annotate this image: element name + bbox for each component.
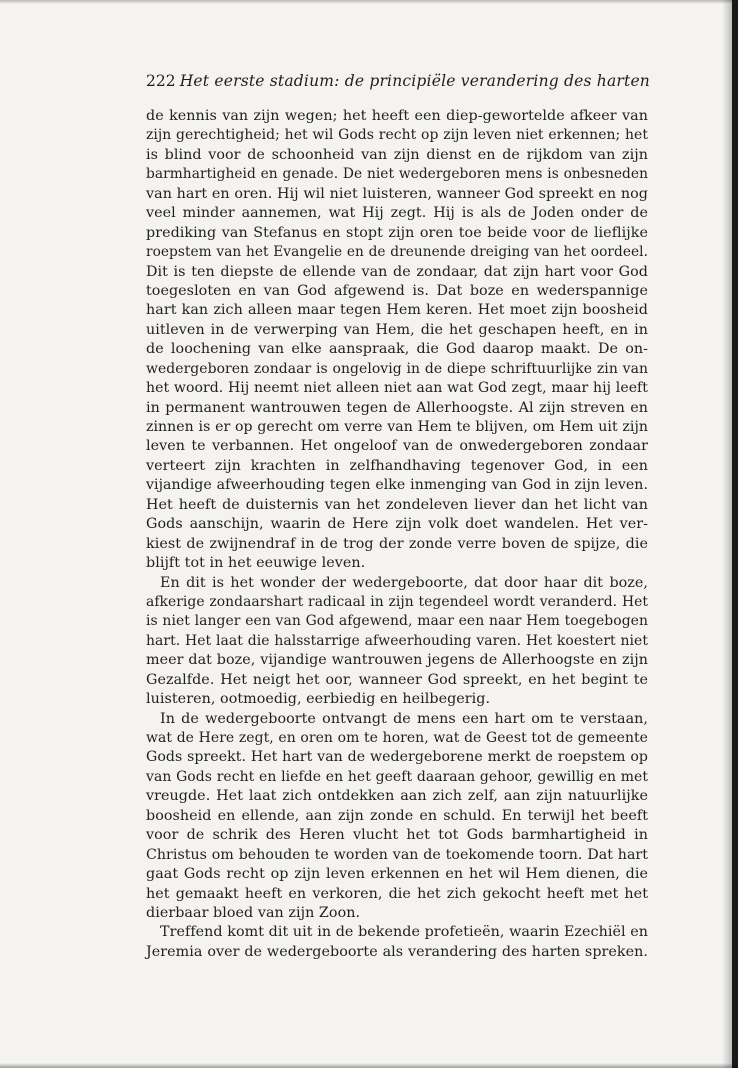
text-line: van Gods recht en liefde en het geeft daaraan gehoor, gewillig en met	[146, 768, 648, 785]
text-line: zinnen is er op gerecht om verre van Hem te blijven, om Hem uit zijn	[146, 419, 648, 435]
text-line: afkerige zondaarshart radicaal in zijn tegendeel wordt veranderd. Het	[146, 593, 648, 610]
text-line: toegesloten en van God afgewend is. Dat boze en wederspannige	[146, 282, 648, 299]
paragraph-end-line: blijft tot in het eeuwige leven.	[146, 555, 366, 572]
paragraph-start-line: In de wedergeboorte ontvangt de mens een hart om te verstaan,	[160, 710, 648, 727]
text-line: roepstem van het Evangelie en de dreunende dreiging van het oordeel.	[146, 244, 648, 261]
text-line: kiest de zwijnendraf in de trog der zonde verre boven de spijze, die	[146, 535, 648, 552]
text-line: prediking van Stefanus en stopt zijn oren toe beide voor de lieflijke	[146, 224, 648, 241]
text-line: Gods aanschijn, waarin de Here zijn volk doet wandelen. Het ver-	[146, 516, 648, 533]
text-line: vijandige afweerhouding tegen elke inmenging van God in zijn leven.	[146, 477, 648, 494]
text-line: uitleven in de verwerping van Hem, die het geschapen heeft, en in	[146, 321, 648, 338]
page-header	[146, 72, 650, 96]
text-line: de kennis van zijn wegen; het heeft een diep-gewortelde afkeer van	[146, 108, 648, 124]
text-line: wat de Here zegt, en oren om te horen, wat de Geest tot de gemeente	[146, 730, 648, 746]
text-line: hart. Het laat die halsstarrige afweerhouding varen. Het koestert niet	[146, 632, 648, 649]
text-line: hart kan zich alleen maar tegen Hem keren. Het moet zijn boosheid	[146, 302, 648, 319]
text-line: barmhartigheid en genade. De niet wedergeboren mens is onbesneden	[146, 166, 648, 183]
text-line: boosheid en ellende, aan zijn zonde en schuld. En terwijl het beeft	[146, 807, 648, 824]
text-line: is blind voor de schoonheid van zijn dienst en de rijkdom van zijn	[146, 146, 648, 163]
binding-edge	[732, 0, 738, 1068]
running-title: Het eerste stadium: de principiële verandering des harten	[179, 72, 650, 90]
paragraph-end-line: luisteren, ootmoedig, eerbiedig en heilbegerig.	[146, 691, 491, 708]
text-line: gaat Gods recht op zijn leven erkennen en het wil Hem dienen, die	[146, 866, 648, 883]
text-line: leven te verbannen. Het ongeloof van de onwedergeboren zondaar	[146, 438, 648, 455]
paragraph-start-line: En dit is het wonder der wedergeboorte, dat door haar dit boze,	[160, 574, 648, 591]
text-line: in permanent wantrouwen tegen de Allerhoogste. Al zijn streven en	[146, 399, 648, 416]
text-line: voor de schrik des Heren vlucht het tot Gods barmhartigheid in	[146, 827, 648, 844]
text-line: vreugde. Het laat zich ontdekken aan zich zelf, aan zijn natuurlijke	[146, 788, 648, 805]
binding-shadow	[722, 0, 732, 1068]
text-line: Jeremia over de wedergeboorte als verandering des harten spreken.	[146, 943, 648, 960]
text-line: zijn gerechtigheid; het wil Gods recht op zijn leven niet erkennen; het	[146, 127, 648, 144]
text-line: Christus om behouden te worden van de toekomende toorn. Dat hart	[146, 846, 648, 863]
text-line: van hart en oren. Hij wil niet luisteren, wanneer God spreekt en nog	[146, 185, 648, 202]
text-line: de loochening van elke aanspraak, die God daarop maakt. De on-	[146, 341, 648, 358]
text-line: veel minder aannemen, wat Hij zegt. Hij is als de Joden onder de	[146, 205, 648, 222]
text-line: het woord. Hij neemt niet alleen niet aan wat God zegt, maar hij leeft	[146, 380, 648, 397]
body-text	[146, 107, 648, 962]
paragraph-end-line: dierbaar bloed van zijn Zoon.	[146, 904, 361, 921]
page-bottom-shadow	[0, 1063, 738, 1068]
text-line: is niet langer een van God afgewend, maar een naar Hem toegebogen	[146, 613, 648, 630]
text-line: verteert zijn krachten in zelfhandhaving tegenover God, in een	[146, 457, 648, 474]
text-line: meer dat boze, vijandige wantrouwen jegens de Allerhoogste en zijn	[146, 652, 648, 669]
text-line: Gezalfde. Het neigt het oor, wanneer God spreekt, en het begint te	[146, 671, 648, 688]
paragraph-start-line: Treffend komt dit uit in de bekende profetieën, waarin Ezechiël en	[160, 924, 648, 941]
text-line: Het heeft de duisternis van het zondeleven liever dan het licht van	[146, 496, 648, 513]
page-top-shadow	[0, 0, 738, 4]
text-line: wedergeboren zondaar is ongelovig in de diepe schriftuurlijke zin van	[146, 360, 648, 377]
text-line: het gemaakt heeft en verkoren, die het zich gekocht heeft met het	[146, 885, 648, 902]
text-line: Gods spreekt. Het hart van de wedergeborene merkt de roepstem op	[146, 749, 648, 766]
page-number: 222	[146, 72, 176, 90]
text-line: Dit is ten diepste de ellende van de zondaar, dat zijn hart voor God	[146, 263, 648, 280]
